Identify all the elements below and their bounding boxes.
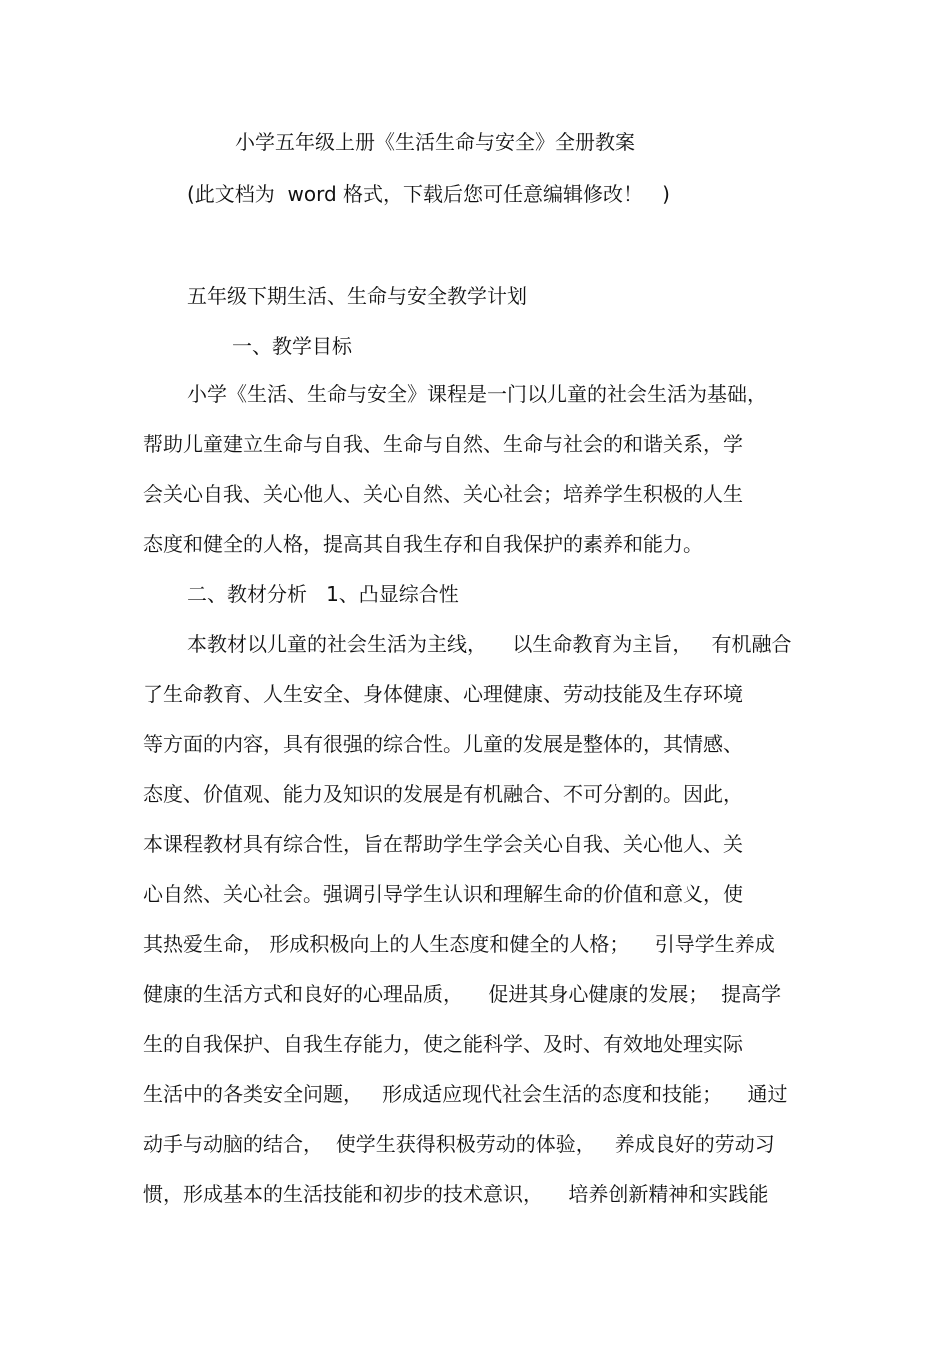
paragraph-line: 动手与动脑的结合， 使学生获得积极劳动的体验， 养成良好的劳动习 [143,1132,775,1156]
section-heading-materials: 二、教材分析 1、凸显综合性 [187,582,459,606]
paragraph-line: 心自然、关心社会。强调引导学生认识和理解生命的价值和意义，使 [143,882,743,906]
plan-title: 五年级下期生活、生命与安全教学计划 [187,284,527,308]
document-title: 小学五年级上册《生活生命与安全》全册教案 [235,130,635,154]
format-note: (此文档为 word 格式，下载后您可任意编辑修改！ ) [187,182,670,206]
section-heading-goals: 一、教学目标 [232,334,352,358]
paragraph-line: 生的自我保护、自我生存能力，使之能科学、及时、有效地处理实际 [143,1032,743,1056]
paragraph-line: 等方面的内容，具有很强的综合性。儿童的发展是整体的，其情感、 [143,732,743,756]
paragraph-line: 会关心自我、关心他人、关心自然、关心社会；培养学生积极的人生 [143,482,743,506]
paragraph-line: 了生命教育、人生安全、身体健康、心理健康、劳动技能及生存环境 [143,682,743,706]
paragraph-line: 态度和健全的人格，提高其自我生存和自我保护的素养和能力。 [143,532,703,556]
paragraph-line: 本课程教材具有综合性，旨在帮助学生学会关心自我、关心他人、关 [143,832,743,856]
paragraph-line: 生活中的各类安全问题， 形成适应现代社会生活的态度和技能； 通过 [143,1082,788,1106]
paragraph-line: 本教材以儿童的社会生活为主线， 以生命教育为主旨， 有机融合 [187,632,792,656]
paragraph-line: 健康的生活方式和良好的心理品质， 促进其身心健康的发展； 提高学 [143,982,782,1006]
paragraph-line: 态度、价值观、能力及知识的发展是有机融合、不可分割的。因此， [143,782,743,806]
paragraph-line: 惯，形成基本的生活技能和初步的技术意识， 培养创新精神和实践能 [143,1182,769,1206]
paragraph-line: 帮助儿童建立生命与自我、生命与自然、生命与社会的和谐关系，学 [143,432,743,456]
paragraph-line: 其热爱生命， 形成积极向上的人生态度和健全的人格； 引导学生养成 [143,932,775,956]
paragraph-line: 小学《生活、生命与安全》课程是一门以儿童的社会生活为基础， [187,382,767,406]
